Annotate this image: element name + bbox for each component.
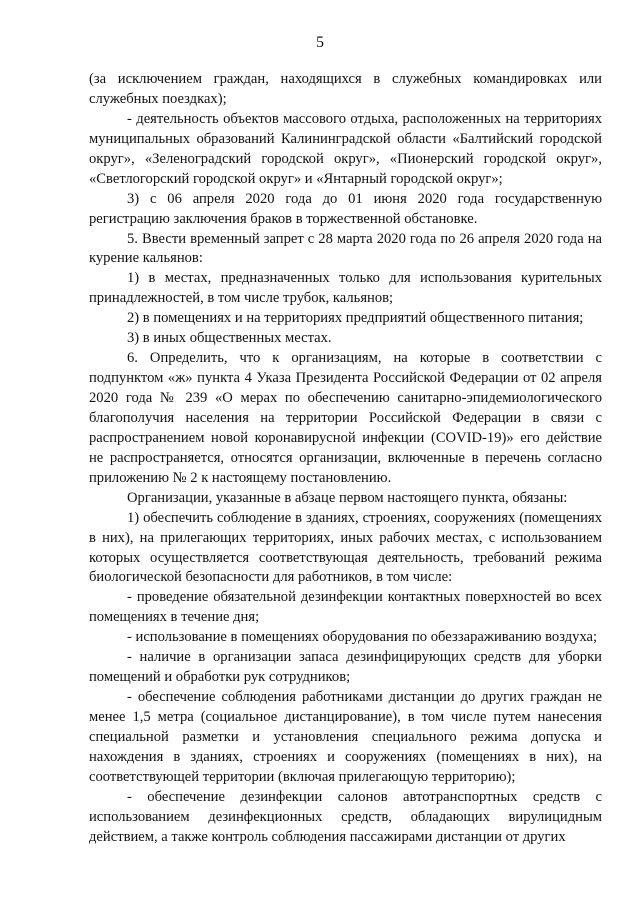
- paragraph: 6. Определить, что к организациям, на которые в соответствии с подпунктом «ж» пункта 4 Указа Президента Российской Федерации от 02 апреля 2020 года № 239 «О мерах по обеспечению санитарно-эпидемиологического благополучия населения на территории Российской Федерации в связи с распространением новой коронавирусной инфекции (COVID-19)» его действие не распространяется, относятся организации, включенные в перечень согласно приложению № 2 к настоящему постановлению.: [89, 350, 602, 486]
- paragraph: - использование в помещениях оборудования по обеззараживанию воздуха;: [127, 629, 598, 646]
- paragraph: - наличие в организации запаса дезинфицирующих средств для уборки помещений и обработки рук сотрудников;: [89, 649, 602, 686]
- paragraph: 1) обеспечить соблюдение в зданиях, строениях, сооружениях (помещениях в них), на прилегающих территориях, иных рабочих местах, с использованием которых осуществляется соответствующая деятельность, требований режима биологической безопасности для работников, в том числе:: [89, 509, 602, 586]
- paragraph: - проведение обязательной дезинфекции контактных поверхностей во всех помещениях в течение дня;: [89, 589, 602, 626]
- paragraph: 3) с 06 апреля 2020 года до 01 июня 2020 года государственную регистрацию заключения браков в торжественной обстановке.: [89, 190, 602, 227]
- paragraph: 3) в иных общественных местах.: [127, 330, 332, 347]
- paragraph: - обеспечение соблюдения работниками дистанции до других граждан не менее 1,5 метра (социальное дистанцирование), в том числе путем нанесения специальной разметки и установления специального режима допуска и нахождения в зданиях, строениях и сооружениях (помещениях в них), на соответствующей территории (включая прилегающую территорию);: [89, 689, 602, 785]
- paragraph: (за исключением граждан, находящихся в служебных командировках или служебных поездках);: [89, 71, 602, 107]
- paragraph: - деятельность объектов массового отдыха, расположенных на территориях муниципальных образований Калининградской области «Балтийский городской округ», «Зеленоградский городской округ», «Пионерский городской округ», «Светлогорский городской округ» и «Янтарный городской округ»;: [89, 110, 602, 187]
- page-number: 5: [316, 34, 324, 51]
- paragraph: 5. Ввести временный запрет с 28 марта 2020 года по 26 апреля 2020 года на курение кальянов:: [89, 230, 602, 267]
- paragraph: - обеспечение дезинфекции салонов автотранспортных средств с использованием дезинфекционных средств, обладающих вирулицидным действием, а также контроль соблюдения пассажирами дистанции от других: [89, 788, 602, 845]
- document-body: [89, 70, 602, 848]
- paragraph: 2) в помещениях и на территориях предприятий общественного питания;: [127, 310, 584, 327]
- paragraph: 1) в местах, предназначенных только для использования курительных принадлежностей, в том числе трубок, кальянов;: [89, 270, 602, 307]
- paragraph: Организации, указанные в абзаце первом настоящего пункта, обязаны:: [127, 489, 568, 506]
